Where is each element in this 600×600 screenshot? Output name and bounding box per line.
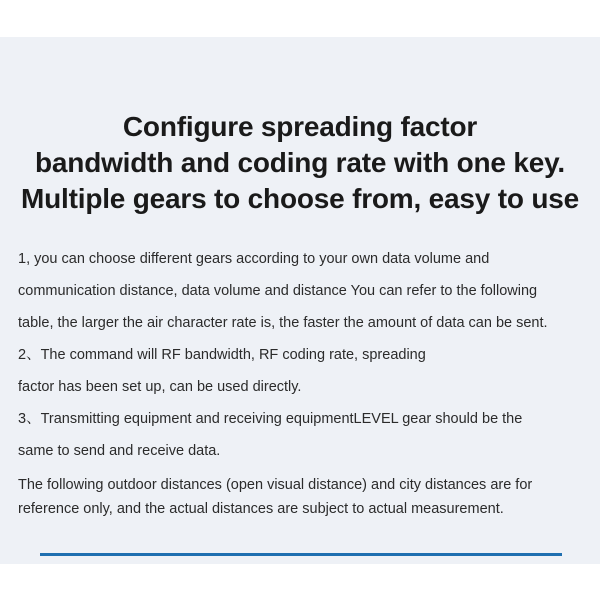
text-line: same to send and receive data. [18,443,221,459]
paragraph-command [18,339,584,403]
divider-line [40,553,562,556]
text-line: 1, you can choose different gears according to your own data volume and [18,251,490,267]
text-line: The following outdoor distances (open visual distance) and city distances are for [18,477,533,493]
text-line: 2、The command will RF bandwidth, RF coding rate, spreading [18,347,426,363]
text-line: factor has been set up, can be used directly. [18,379,302,395]
paragraph-level-gear [18,403,584,467]
text-line: reference only, and the actual distances are subject to actual measurement. [18,501,504,517]
paragraph-gear-choice [18,243,584,339]
text-line: table, the larger the air character rate is, the faster the amount of data can be sent. [18,315,548,331]
text-line: communication distance, data volume and distance You can refer to the following [18,283,538,299]
headline-line: bandwidth and coding rate with one key. [35,147,565,178]
info-panel [0,37,600,564]
text-line: 3、Transmitting equipment and receiving equipmentLEVEL gear should be the [18,411,523,427]
headline-line: Configure spreading factor [122,111,478,142]
headline [0,109,600,217]
body-text [18,243,584,521]
headline-line: Multiple gears to choose from, easy to use [21,183,579,214]
paragraph-distance-note [18,473,584,521]
